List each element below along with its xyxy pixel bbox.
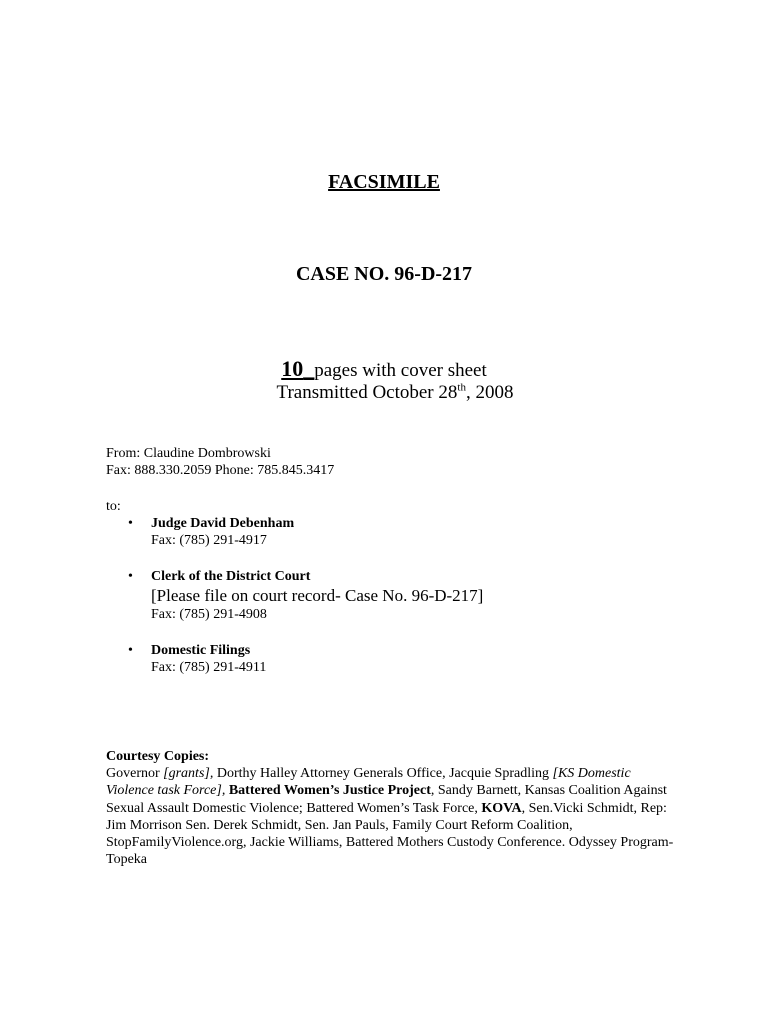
bullet-icon: • — [128, 516, 133, 531]
recipient-note: [Please file on court record- Case No. 96-D-217] — [151, 586, 484, 605]
recipient-fax: Fax: (785) 291-4911 — [151, 660, 267, 675]
sender-name: From: Claudine Dombrowski — [106, 446, 271, 461]
recipient-name: Domestic Filings — [151, 643, 251, 658]
recipient-fax: Fax: (785) 291-4908 — [151, 607, 267, 622]
bullet-icon: • — [128, 643, 133, 658]
courtesy-heading: Courtesy Copies: — [106, 749, 210, 764]
page-count-line — [0, 357, 768, 383]
recipient-name: Clerk of the District Court — [151, 569, 311, 584]
courtesy-copies — [106, 748, 676, 868]
sender-block — [106, 445, 334, 479]
bullet-icon: • — [128, 569, 133, 584]
page-count-label: pages with cover sheet — [314, 360, 487, 381]
page-count: 10_ — [281, 356, 315, 381]
document-title: FACSIMILE — [328, 171, 440, 193]
case-number: CASE NO. 96-D-217 — [295, 263, 473, 285]
sender-contact: Fax: 888.330.2059 Phone: 785.845.3417 — [106, 463, 335, 478]
recipient-name: Judge David Debenham — [151, 516, 295, 531]
courtesy-list: Governor [grants], Dorthy Halley Attorney Generals Office, Jacquie Spradling [KS Domestic Violence task Force], Battered Women’s Justice Project, Sandy Barnett, Kansas Coalition Against Sexual Assault Domestic Violence; Battered Women’s Task Force, KOVA, Sen.Vicki Schmidt, Rep: Jim Morrison Sen. Derek Schmidt, Sen. Jan Pauls, Family Court Reform Coalition, StopFamilyViolence.org, Jackie Williams, Battered Mothers Custody Conference. Odyssey Program-Topeka — [106, 766, 674, 868]
transmitted-date: Transmitted October 28th, 2008 — [276, 381, 514, 403]
recipient-fax: Fax: (785) 291-4917 — [151, 533, 267, 548]
to-label: to: — [106, 499, 121, 514]
